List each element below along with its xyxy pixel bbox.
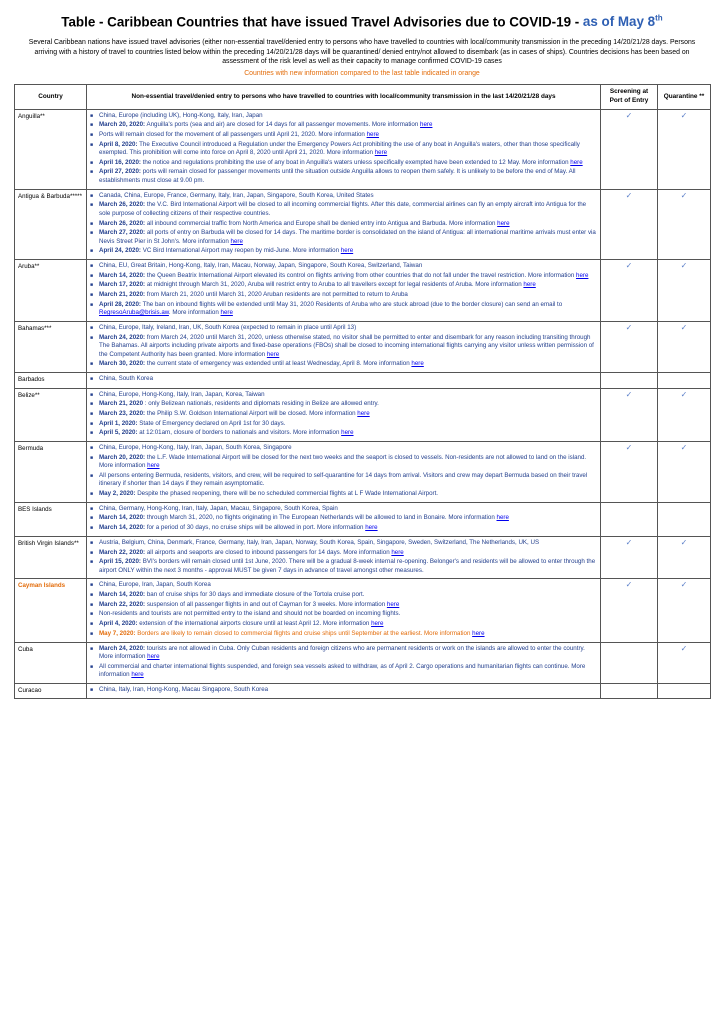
advisory-text: through March 31, 2020, no flights originating in The European Netherlands will be allowed to land in Bonaire. More information	[145, 514, 497, 522]
advisory-item	[99, 391, 597, 400]
advisory-item	[99, 375, 597, 384]
more-info-link[interactable]: here	[576, 271, 589, 279]
advisory-date: May 7, 2020:	[99, 629, 136, 637]
check-icon: ✓	[680, 643, 688, 653]
quarantine-cell	[658, 388, 711, 441]
advisory-item	[99, 630, 597, 639]
advisory-text: Ports will remain closed for the movement of all passengers until April 21, 2020. More information	[99, 130, 367, 138]
advisory-text: VC Bird International Airport may reopen by mid-June. More information	[140, 247, 341, 255]
advisory-cell	[87, 373, 601, 389]
check-icon: ✓	[625, 323, 633, 333]
table-header-row	[15, 85, 711, 109]
advisory-text: State of Emergency declared on April 1st for 30 days.	[137, 419, 286, 427]
advisory-date: March 20, 2020:	[99, 121, 146, 129]
advisory-text: ports will remain closed for passenger movements until the situation outside Anguilla allows to reopen them safely. It is unlikely to be before the end of May. All establishments must close at 9.00 pm.	[99, 168, 576, 184]
advisory-cell	[87, 579, 601, 642]
advisory-item	[99, 272, 597, 281]
advisory-text: all ports of entry on Barbuda will be closed for 14 days. The maritime border is consolidated on the island of Antigua: all international maritime arrivals must enter via Nevis Street Pier in St John's. More information	[99, 229, 596, 245]
more-info-link[interactable]: here	[131, 671, 144, 679]
advisory-text: China, Germany, Hong-Kong, Iran, Italy, Japan, Macau, Singapore, South Korea, Spain	[99, 504, 338, 512]
advisory-date: April 28, 2020:	[99, 300, 141, 308]
quarantine-cell	[658, 642, 711, 683]
more-info-link[interactable]: here	[523, 281, 536, 289]
advisory-date: March 30, 2020:	[99, 360, 146, 368]
advisory-text: : only Belizean nationals, residents and diplomats residing in Belize are allowed entry.	[143, 400, 379, 408]
advisory-text: . More information	[168, 309, 221, 317]
header-country: Country	[15, 85, 87, 109]
table-row	[15, 536, 711, 579]
more-info-link[interactable]: here	[374, 149, 388, 157]
table-row	[15, 388, 711, 441]
table-row	[15, 502, 711, 536]
advisory-date: March 26, 2020:	[99, 201, 146, 209]
advisory-item	[99, 539, 597, 548]
country-cell: Barbados	[15, 373, 87, 389]
check-icon: ✓	[625, 190, 633, 200]
check-icon: ✓	[680, 110, 688, 120]
check-icon: ✓	[625, 580, 633, 590]
country-cell: Antigua & Barbuda*****	[15, 189, 87, 259]
quarantine-cell	[658, 373, 711, 389]
advisory-item	[99, 201, 597, 218]
advisory-item	[99, 591, 597, 600]
country-cell: Cuba	[15, 642, 87, 683]
more-info-link[interactable]: here	[220, 309, 233, 317]
advisory-item	[99, 410, 597, 419]
advisory-text: Borders are likely to remain closed to commercial flights and cruise ships until September at the earliest. More information	[135, 629, 473, 637]
advisory-text: Despite the phased reopening, there will be no scheduled commercial flights at L F Wade International Airport.	[135, 490, 439, 498]
advisory-item	[99, 229, 597, 246]
advisory-text: China, Europe, Hong-Kong, Italy, Iran, Japan, South Korea, Singapore	[99, 444, 292, 452]
country-cell: Bermuda	[15, 442, 87, 503]
advisory-date: March 24, 2020:	[99, 644, 146, 652]
advisory-date: March 17, 2020:	[99, 281, 146, 289]
advisory-list	[89, 444, 597, 499]
check-icon: ✓	[625, 110, 633, 120]
advisory-date: April 24, 2020:	[99, 247, 141, 255]
table-row	[15, 442, 711, 503]
advisory-item	[99, 444, 597, 453]
table-row	[15, 579, 711, 642]
advisory-item	[99, 601, 597, 610]
advisory-text: Austria, Belgium, China, Denmark, France, Germany, Italy, Iran, Japan, Norway, South Korea, Spain, Singapore, Sweden, Switzerland, The Netherlands, UK, US	[99, 538, 540, 546]
country-cell: Belize**	[15, 388, 87, 441]
advisory-text: the V.C. Bird International Airport will be closed to all incoming commercial flights. After this date, commercial airlines can fly an empty aircraft into Antigua for the sole purpose of collecting citizens of their respective countries.	[99, 201, 587, 217]
table-body	[15, 109, 711, 699]
table-row	[15, 260, 711, 322]
check-icon: ✓	[680, 323, 688, 333]
advisory-text: China, Europe, Italy, Ireland, Iran, UK, South Korea (expected to remain in place until April 13)	[99, 324, 357, 332]
advisory-list	[89, 112, 597, 186]
screening-cell	[601, 373, 658, 389]
more-info-link[interactable]: RegresoAruba@brisis.aw	[99, 309, 169, 317]
page-title	[14, 14, 710, 29]
advisory-text: for a period of 30 days, no cruise ships will be allowed in port. More information	[145, 524, 366, 532]
advisory-date: April 1, 2020:	[99, 419, 138, 427]
advisory-text: ban of cruise ships for 30 days and immediate closure of the Tortola cruise port.	[145, 591, 365, 599]
advisories-table	[14, 84, 711, 699]
check-icon: ✓	[680, 537, 688, 547]
intro-paragraph: Several Caribbean nations have issued travel advisories (either non-essential travel/denied entry to persons who have travelled to countries with local/community transmission in the preceding 14/20/21/28 days. Persons arriving with a history of travel to countries listed below within the preceding 14/20/21/28 days will be quarantined/ denied entry/not allowed to disembark (as in cases of ships). Countries decisions has been based on assessment of the risk level as well as their capacity to manage confirmed COVID-19 cases	[28, 39, 696, 66]
advisory-item	[99, 220, 597, 229]
advisory-item	[99, 360, 597, 369]
screening-cell	[601, 536, 658, 579]
quarantine-cell	[658, 189, 711, 259]
advisory-text: the current state of emergency was extended until at least Wednesday, April 8. More information	[145, 360, 412, 368]
header-screening: Screening at Port of Entry	[601, 85, 658, 109]
advisory-date: March 22, 2020:	[99, 600, 146, 608]
more-info-link[interactable]: here	[371, 620, 384, 628]
advisory-list	[89, 539, 597, 575]
advisory-item	[99, 141, 597, 158]
advisory-item	[99, 112, 597, 121]
screening-cell	[601, 642, 658, 683]
advisory-list	[89, 324, 597, 369]
country-cell: Aruba**	[15, 260, 87, 322]
advisory-text: tourists are not allowed in Cuba. Only Cuban residents and foreign citizens who are permanent residents or work on the islands are allowed to enter the country. More information	[99, 644, 585, 661]
advisory-item	[99, 472, 597, 489]
advisory-text: China, Europe, Iran, Japan, South Korea	[99, 581, 211, 589]
advisory-date: March 14, 2020:	[99, 271, 146, 279]
advisory-item	[99, 192, 597, 201]
check-icon: ✓	[680, 190, 688, 200]
screening-cell	[601, 109, 658, 189]
advisory-text: All persons entering Bermuda, residents, visitors, and crew, will be required to self-quarantine for 14 days from arrival. Visitors and crew may depart Bermuda based on their travel itinerary if shorter than 14 days if they remain asymptomatic.	[99, 471, 588, 488]
title-date-text: as of May 8	[582, 14, 656, 30]
advisory-list	[89, 375, 597, 384]
advisory-text: Canada, China, Europe, France, Germany, Italy, Iran, Japan, Singapore, South Korea, United States	[99, 191, 374, 199]
advisory-item	[99, 168, 597, 185]
advisory-text: China, Italy, Iran, Hong-Kong, Macau Singapore, South Korea	[99, 685, 269, 693]
quarantine-cell	[658, 536, 711, 579]
advisory-item	[99, 663, 597, 680]
check-icon: ✓	[625, 389, 633, 399]
advisory-text: BVI's borders will remain closed until 1st June, 2020. There will be a gradual 8-week internal re-opening. Belonger's and residents will be allowed to enter through the airport ONLY within the next 3 months - approval MUST be given 7 days in advance of travel amongst other measures.	[99, 558, 596, 574]
quarantine-cell	[658, 260, 711, 322]
advisory-cell	[87, 189, 601, 259]
advisory-cell	[87, 502, 601, 536]
advisory-date: April 15, 2020:	[99, 558, 141, 566]
advisory-date: March 26, 2020:	[99, 219, 146, 227]
advisory-item	[99, 131, 597, 140]
screening-cell	[601, 579, 658, 642]
advisory-list	[89, 645, 597, 680]
advisory-cell	[87, 536, 601, 579]
header-quarantine: Quarantine **	[658, 85, 711, 109]
advisory-date: April 8, 2020:	[99, 140, 138, 148]
advisory-list	[89, 581, 597, 638]
advisory-text: China, EU, Great Britain, Hong-Kong, Italy, Iran, Macau, Norway, Japan, Singapore, South Korea, Switzerland, Taiwan	[99, 262, 423, 270]
quarantine-cell	[658, 442, 711, 503]
advisory-list	[89, 192, 597, 256]
advisory-text: Anguilla's ports (sea and air) are closed for 14 days for all passenger movements. More information	[145, 121, 421, 129]
advisory-date: March 22, 2020:	[99, 548, 146, 556]
advisory-item	[99, 159, 597, 168]
more-info-link[interactable]: here	[497, 219, 510, 227]
quarantine-cell	[658, 683, 711, 699]
advisory-item	[99, 247, 597, 256]
advisory-text: China, South Korea	[99, 375, 154, 383]
more-info-link[interactable]: here	[570, 158, 583, 166]
advisory-text: the Queen Beatrix International Airport elevated its control on flights arriving from other countries that do not fall under the travel restriction. More information	[145, 271, 577, 279]
advisory-text: from March 24, 2020 until March 31, 2020, unless otherwise stated, no visitor shall be permitted to enter and disembark for any reason including transiting through The Bahamas. All airports including private airports and fixed-base operations (FBOs) shall be closed to incoming international flights carrying any visitor unless written permission of the Competent Authority has been granted. More information	[99, 333, 594, 358]
more-info-link[interactable]: here	[411, 360, 424, 368]
more-info-link[interactable]: here	[472, 629, 485, 637]
advisory-text: suspension of all passenger flights in and out of Cayman for 3 weeks. More information	[145, 600, 387, 608]
advisory-item	[99, 558, 597, 575]
advisory-text: Non-residents and tourists are not permitted entry to the island and should not be boarded on incoming flights.	[99, 610, 401, 618]
advisory-text: all airports and seaports are closed to inbound passengers for 14 days. More information	[145, 548, 392, 556]
orange-note: Countries with new information compared to the last table indicated in orange	[244, 70, 480, 78]
country-cell: Bahamas***	[15, 322, 87, 373]
title-main: Table - Caribbean Countries that have issued Travel Advisories due to COVID-19 -	[61, 14, 583, 30]
advisory-date: March 20, 2020:	[99, 453, 146, 461]
advisory-item	[99, 514, 597, 523]
advisory-cell	[87, 109, 601, 189]
table-row	[15, 683, 711, 699]
advisory-item	[99, 490, 597, 499]
advisory-item	[99, 121, 597, 130]
advisory-cell	[87, 388, 601, 441]
advisory-date: April 27, 2020:	[99, 168, 141, 176]
advisory-date: April 16, 2020:	[99, 158, 141, 166]
advisory-item	[99, 420, 597, 429]
check-icon: ✓	[680, 389, 688, 399]
advisory-date: March 14, 2020:	[99, 524, 146, 532]
advisory-date: March 14, 2020:	[99, 514, 146, 522]
advisory-text: The ban on inbound flights will be extended until May 31, 2020 Residents of Aruba who are stuck abroad (due to the border closure) can send an email to	[140, 300, 563, 308]
title-date	[583, 14, 663, 29]
advisory-text: extension of the international airports closure until at least April 12. More information	[137, 620, 372, 628]
check-icon: ✓	[680, 580, 688, 590]
advisory-date: March 21, 2020	[99, 400, 144, 408]
quarantine-cell	[658, 579, 711, 642]
advisory-item	[99, 505, 597, 514]
table-row	[15, 189, 711, 259]
advisory-text: the Philip S.W. Goldson International Airport will be closed. More information	[145, 409, 358, 417]
country-cell: Curacao	[15, 683, 87, 699]
advisory-item	[99, 581, 597, 590]
advisory-date: March 14, 2020:	[99, 591, 146, 599]
country-cell: BES Islands	[15, 502, 87, 536]
advisory-item	[99, 301, 597, 318]
more-info-link[interactable]: here	[147, 462, 160, 470]
table-row	[15, 322, 711, 373]
advisory-text: China, Europe (including UK), Hong-Kong, Italy, Iran, Japan	[99, 111, 263, 119]
screening-cell	[601, 388, 658, 441]
advisory-text: the L.F. Wade International Airport will be closed for the next two weeks and the seaport is closed to vessels. Non-residents are not allowed to land on the island. More information	[99, 453, 587, 470]
advisory-list	[89, 505, 597, 533]
advisory-list	[89, 391, 597, 438]
advisory-cell	[87, 322, 601, 373]
more-info-link[interactable]: here	[147, 653, 160, 661]
advisory-item	[99, 686, 597, 695]
advisory-date: March 24, 2020:	[99, 333, 146, 341]
advisory-cell	[87, 442, 601, 503]
more-info-link[interactable]: here	[365, 524, 378, 532]
advisory-item	[99, 549, 597, 558]
advisory-item	[99, 645, 597, 662]
advisory-date: May 2, 2020:	[99, 490, 136, 498]
screening-cell	[601, 322, 658, 373]
advisory-date: March 27, 2020:	[99, 229, 146, 237]
advisory-list	[89, 686, 597, 695]
advisory-cell	[87, 642, 601, 683]
advisory-date: March 21, 2020:	[99, 291, 146, 299]
advisory-text: at 12:01am, closure of borders to nationals and visitors. More information	[137, 429, 342, 437]
check-icon: ✓	[625, 261, 633, 271]
check-icon: ✓	[625, 443, 633, 453]
advisory-text: all inbound commercial traffic from North America and Europe shall be denied entry into Antigua and Barbuda. More information	[145, 219, 498, 227]
table-row	[15, 642, 711, 683]
screening-cell	[601, 442, 658, 503]
advisory-date: March 23, 2020:	[99, 409, 146, 417]
advisory-date: April 4, 2020:	[99, 620, 138, 628]
advisory-text: from March 21, 2020 until March 31, 2020 Aruban residents are not permitted to return to Aruba	[145, 291, 408, 299]
advisory-cell	[87, 260, 601, 322]
more-info-link[interactable]: here	[341, 429, 354, 437]
check-icon: ✓	[625, 537, 633, 547]
header-info: Non-essential travel/denied entry to persons who have travelled to countries with local/community transmission in the last 14/20/21/28 days	[87, 85, 601, 109]
title-date-suffix: th	[655, 14, 663, 23]
advisory-list	[89, 262, 597, 318]
advisory-item	[99, 324, 597, 333]
advisory-item	[99, 620, 597, 629]
screening-cell	[601, 260, 658, 322]
advisory-item	[99, 429, 597, 438]
screening-cell	[601, 683, 658, 699]
more-info-link[interactable]: here	[266, 350, 280, 358]
more-info-link[interactable]: here	[391, 548, 404, 556]
quarantine-cell	[658, 502, 711, 536]
more-info-link[interactable]: here	[340, 247, 354, 255]
advisory-text: The Executive Council introduced a Regulation under the Emergency Powers Act prohibiting the use of any boat in Anguilla's waters, other than those specifically exempted. This prohibition will come into force on April 8, 2020 until April 21, 2020. More information	[99, 140, 580, 157]
advisory-item	[99, 291, 597, 300]
advisory-item	[99, 400, 597, 409]
more-info-link[interactable]: here	[496, 514, 509, 522]
more-info-link[interactable]: here	[420, 121, 433, 129]
advisory-item	[99, 524, 597, 533]
advisory-text: All commercial and charter international flights suspended, and foreign sea vessels asked to withdraw, as of April 2. Cargo operations and humanitarian flights can continue. More information	[99, 662, 586, 679]
country-cell: Anguilla**	[15, 109, 87, 189]
quarantine-cell	[658, 322, 711, 373]
more-info-link[interactable]: here	[230, 237, 243, 245]
screening-cell	[601, 189, 658, 259]
screening-cell	[601, 502, 658, 536]
advisory-cell	[87, 683, 601, 699]
check-icon: ✓	[680, 261, 688, 271]
advisory-item	[99, 334, 597, 360]
advisory-text: at midnight through March 31, 2020, Aruba will restrict entry to Aruba to all travellers except for legal residents of Aruba. More information	[145, 281, 524, 289]
more-info-link[interactable]: here	[357, 409, 370, 417]
advisory-text: the notice and regulations prohibiting the use of any boat in Anguilla's waters unless specifically exempted have been extended to 12 May. More information	[140, 158, 571, 166]
country-cell: British Virgin Islands**	[15, 536, 87, 579]
more-info-link[interactable]: here	[366, 130, 379, 138]
advisory-item	[99, 454, 597, 471]
table-row	[15, 109, 711, 189]
advisory-item	[99, 262, 597, 271]
advisory-date: April 5, 2020:	[99, 429, 138, 437]
advisory-text: China, Europe, Hong-Kong, Italy, Iran, Japan, Korea, Taiwan	[99, 390, 265, 398]
country-cell: Cayman Islands	[15, 579, 87, 642]
quarantine-cell	[658, 109, 711, 189]
table-row	[15, 373, 711, 389]
advisory-item	[99, 610, 597, 619]
check-icon: ✓	[680, 443, 688, 453]
advisory-item	[99, 281, 597, 290]
more-info-link[interactable]: here	[386, 600, 400, 608]
